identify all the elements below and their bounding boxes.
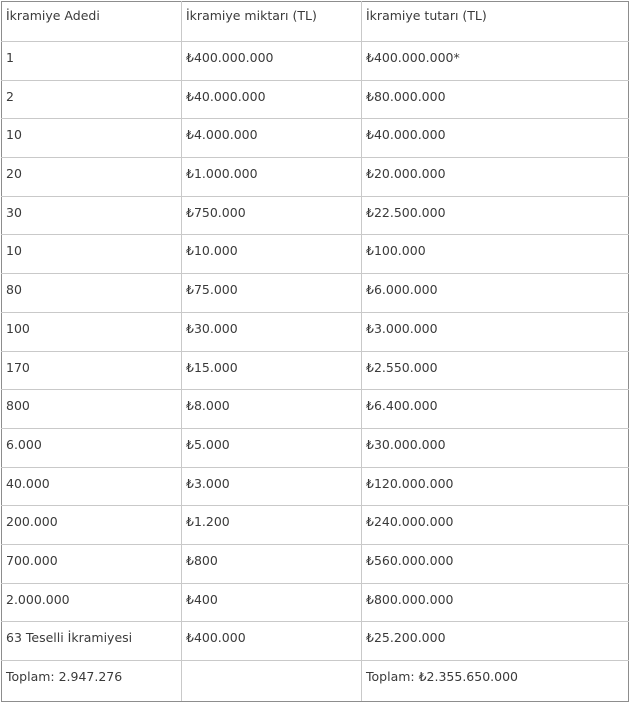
prize-total-cell: ₺25.200.000 xyxy=(362,622,629,661)
prize-total-cell: ₺240.000.000 xyxy=(362,506,629,545)
prize-amount-cell: ₺15.000 xyxy=(182,351,362,390)
table-row xyxy=(2,235,629,274)
prize-total-cell: ₺2.550.000 xyxy=(362,351,629,390)
prize-amount-cell: ₺400 xyxy=(182,583,362,622)
table-row xyxy=(2,622,629,661)
prize-count-cell: 6.000 xyxy=(2,428,182,467)
table-row xyxy=(2,390,629,429)
prize-amount-cell: ₺75.000 xyxy=(182,274,362,313)
total-prize-count-cell: Toplam: 2.947.276 xyxy=(2,661,182,702)
prize-amount-cell: ₺3.000 xyxy=(182,467,362,506)
prize-amount-cell: ₺1.200 xyxy=(182,506,362,545)
table-row xyxy=(2,544,629,583)
prize-count-cell: 2 xyxy=(2,80,182,119)
header-prize-count: İkramiye Adedi xyxy=(2,2,182,42)
prize-total-cell: ₺30.000.000 xyxy=(362,428,629,467)
total-prize-amount-cell xyxy=(182,661,362,702)
prize-amount-cell: ₺400.000.000 xyxy=(182,42,362,81)
prize-total-cell: ₺800.000.000 xyxy=(362,583,629,622)
prize-count-cell: 1 xyxy=(2,42,182,81)
table-row xyxy=(2,158,629,197)
prize-count-cell: 80 xyxy=(2,274,182,313)
prize-count-cell: 2.000.000 xyxy=(2,583,182,622)
prize-total-cell: ₺400.000.000* xyxy=(362,42,629,81)
table-row xyxy=(2,196,629,235)
prize-total-cell: ₺120.000.000 xyxy=(362,467,629,506)
prize-count-cell: 40.000 xyxy=(2,467,182,506)
table-row xyxy=(2,119,629,158)
header-prize-amount: İkramiye miktarı (TL) xyxy=(182,2,362,42)
prize-count-cell: 63 Teselli İkramiyesi xyxy=(2,622,182,661)
table-row xyxy=(2,428,629,467)
table-row xyxy=(2,42,629,81)
prize-count-cell: 800 xyxy=(2,390,182,429)
prize-total-cell: ₺20.000.000 xyxy=(362,158,629,197)
prize-count-cell: 700.000 xyxy=(2,544,182,583)
table-row xyxy=(2,467,629,506)
total-row xyxy=(2,661,629,702)
table-row xyxy=(2,80,629,119)
total-prize-total-cell: Toplam: ₺2.355.650.000 xyxy=(362,661,629,702)
prize-amount-cell: ₺8.000 xyxy=(182,390,362,429)
prize-count-cell: 170 xyxy=(2,351,182,390)
prize-total-cell: ₺100.000 xyxy=(362,235,629,274)
prize-count-cell: 20 xyxy=(2,158,182,197)
prize-count-cell: 100 xyxy=(2,312,182,351)
prize-total-cell: ₺22.500.000 xyxy=(362,196,629,235)
prize-amount-cell: ₺4.000.000 xyxy=(182,119,362,158)
header-row xyxy=(2,2,629,42)
prize-table xyxy=(1,1,629,702)
prize-count-cell: 10 xyxy=(2,235,182,274)
table-row xyxy=(2,274,629,313)
table-row xyxy=(2,506,629,545)
prize-amount-cell: ₺10.000 xyxy=(182,235,362,274)
prize-total-cell: ₺6.000.000 xyxy=(362,274,629,313)
prize-total-cell: ₺560.000.000 xyxy=(362,544,629,583)
prize-amount-cell: ₺400.000 xyxy=(182,622,362,661)
prize-amount-cell: ₺5.000 xyxy=(182,428,362,467)
prize-total-cell: ₺40.000.000 xyxy=(362,119,629,158)
prize-total-cell: ₺6.400.000 xyxy=(362,390,629,429)
table-row xyxy=(2,351,629,390)
prize-amount-cell: ₺1.000.000 xyxy=(182,158,362,197)
prize-amount-cell: ₺40.000.000 xyxy=(182,80,362,119)
prize-total-cell: ₺3.000.000 xyxy=(362,312,629,351)
prize-amount-cell: ₺30.000 xyxy=(182,312,362,351)
header-prize-total: İkramiye tutarı (TL) xyxy=(362,2,629,42)
table-row xyxy=(2,312,629,351)
prize-count-cell: 200.000 xyxy=(2,506,182,545)
prize-count-cell: 30 xyxy=(2,196,182,235)
prize-count-cell: 10 xyxy=(2,119,182,158)
table-row xyxy=(2,583,629,622)
prize-amount-cell: ₺800 xyxy=(182,544,362,583)
prize-total-cell: ₺80.000.000 xyxy=(362,80,629,119)
prize-amount-cell: ₺750.000 xyxy=(182,196,362,235)
